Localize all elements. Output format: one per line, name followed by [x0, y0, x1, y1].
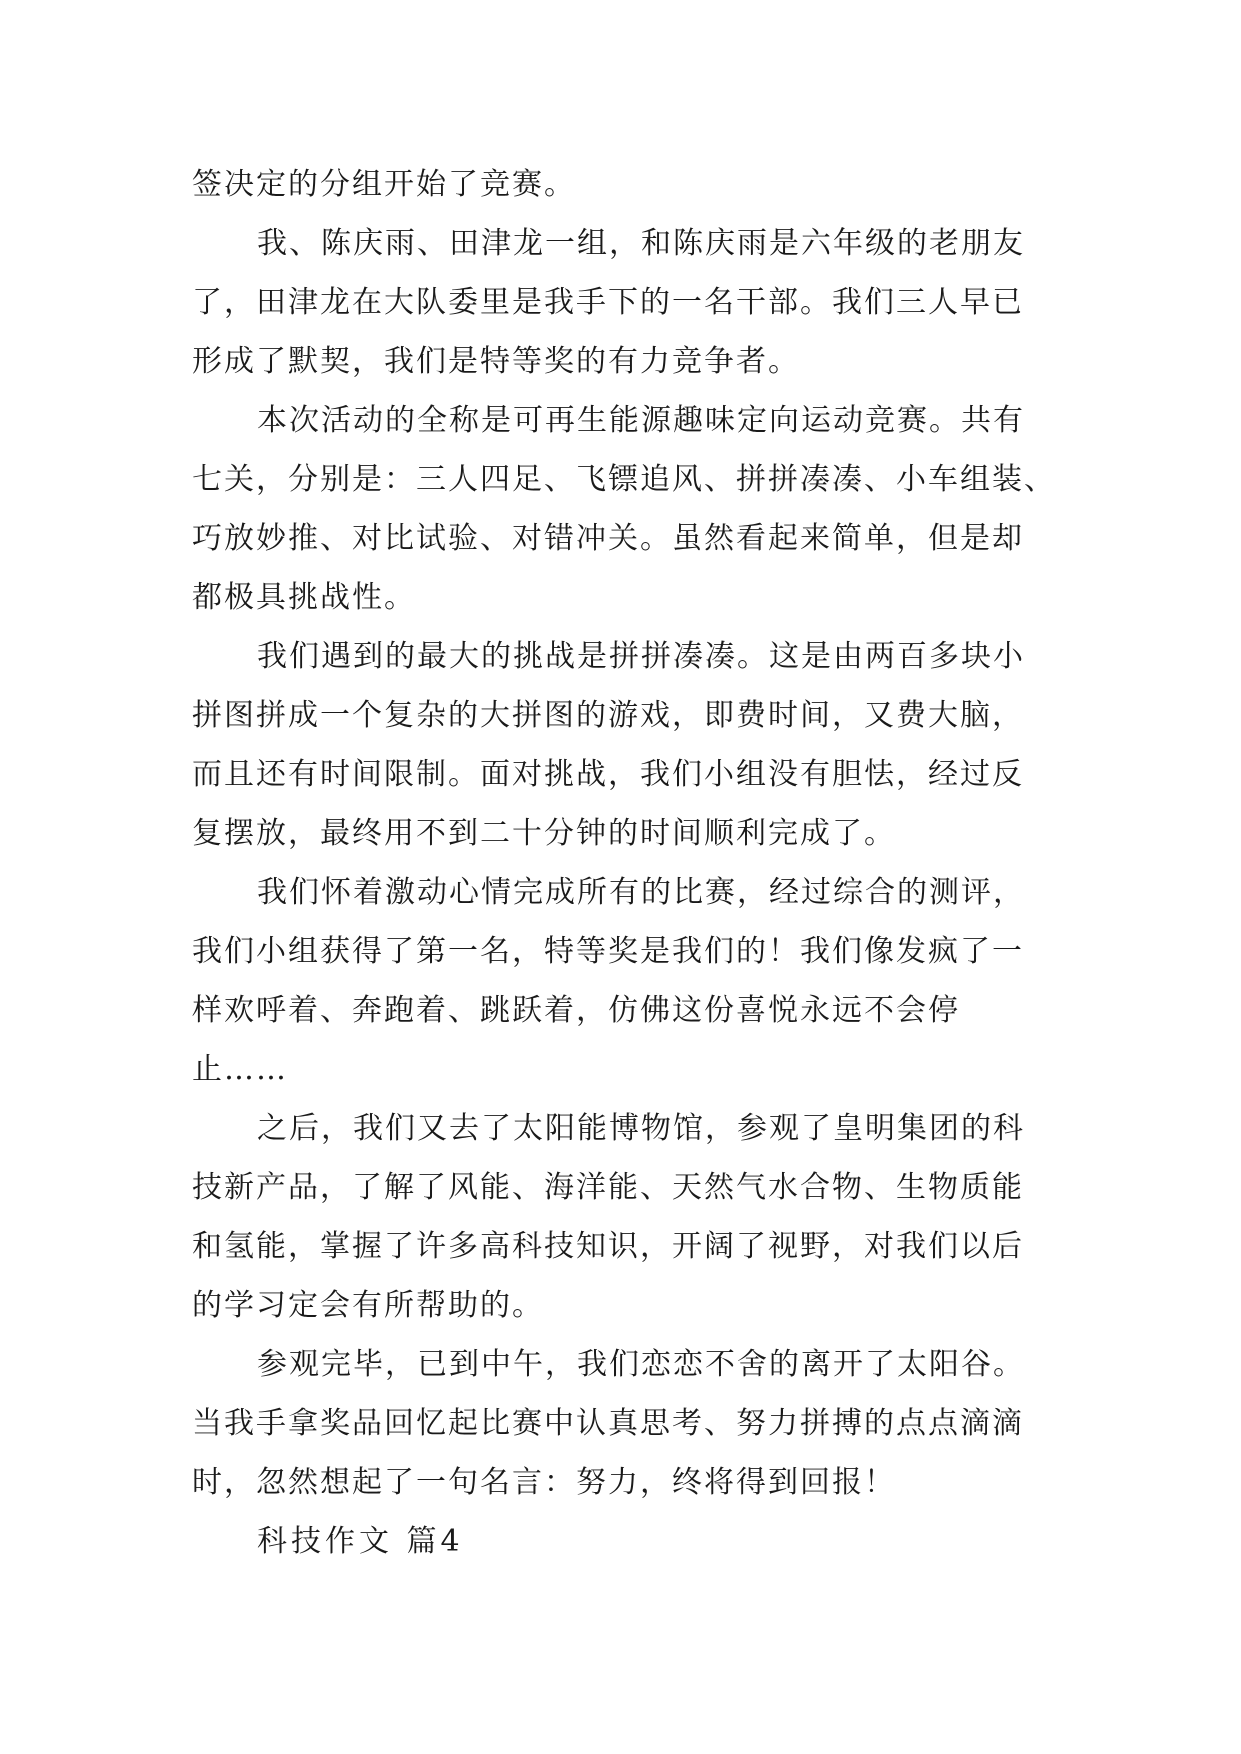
paragraph-first-line: 本次活动的全称是可再生能源趣味定向运动竞赛。共有 — [257, 403, 1025, 438]
text-line: 而且还有时间限制。面对挑战，我们小组没有胆怯，经过反 — [192, 757, 1024, 792]
text-line: 我们小组获得了第一名，特等奖是我们的！我们像发疯了一 — [192, 934, 1024, 969]
text-line: 了，田津龙在大队委里是我手下的一名干部。我们三人早已 — [192, 285, 1024, 320]
text-line: 时，忽然想起了一句名言：努力，终将得到回报！ — [192, 1465, 896, 1500]
paragraph-first-line: 参观完毕，已到中午，我们恋恋不舍的离开了太阳谷。 — [257, 1347, 1025, 1382]
text-line: 技新产品，了解了风能、海洋能、天然气水合物、生物质能 — [192, 1170, 1024, 1205]
text-line: 拼图拼成一个复杂的大拼图的游戏，即费时间，又费大脑， — [192, 698, 1024, 733]
paragraph-first-line: 我们遇到的最大的挑战是拼拼凑凑。这是由两百多块小 — [257, 639, 1025, 674]
text-line: 复摆放，最终用不到二十分钟的时间顺利完成了。 — [192, 816, 896, 851]
paragraph-first-line: 我、陈庆雨、田津龙一组，和陈庆雨是六年级的老朋友 — [257, 226, 1025, 261]
text-line: 止…… — [192, 1052, 288, 1087]
text-line: 签决定的分组开始了竞赛。 — [192, 167, 576, 202]
text-line: 和氢能，掌握了许多高科技知识，开阔了视野，对我们以后 — [192, 1229, 1024, 1264]
text-line: 样欢呼着、奔跑着、跳跃着，仿佛这份喜悦永远不会停 — [192, 993, 960, 1028]
section-heading: 科技作文 篇4 — [257, 1524, 464, 1559]
text-line: 的学习定会有所帮助的。 — [192, 1288, 544, 1323]
text-line: 当我手拿奖品回忆起比赛中认真思考、努力拼搏的点点滴滴 — [192, 1406, 1024, 1441]
text-line: 都极具挑战性。 — [192, 580, 416, 615]
text-line: 形成了默契，我们是特等奖的有力竞争者。 — [192, 344, 800, 379]
paragraph-first-line: 我们怀着激动心情完成所有的比赛，经过综合的测评， — [257, 875, 1025, 910]
text-line: 七关，分别是：三人四足、飞镖追风、拼拼凑凑、小车组装、 — [192, 462, 1056, 497]
paragraph-first-line: 之后，我们又去了太阳能博物馆，参观了皇明集团的科 — [257, 1111, 1025, 1146]
text-line: 巧放妙推、对比试验、对错冲关。虽然看起来简单，但是却 — [192, 521, 1024, 556]
